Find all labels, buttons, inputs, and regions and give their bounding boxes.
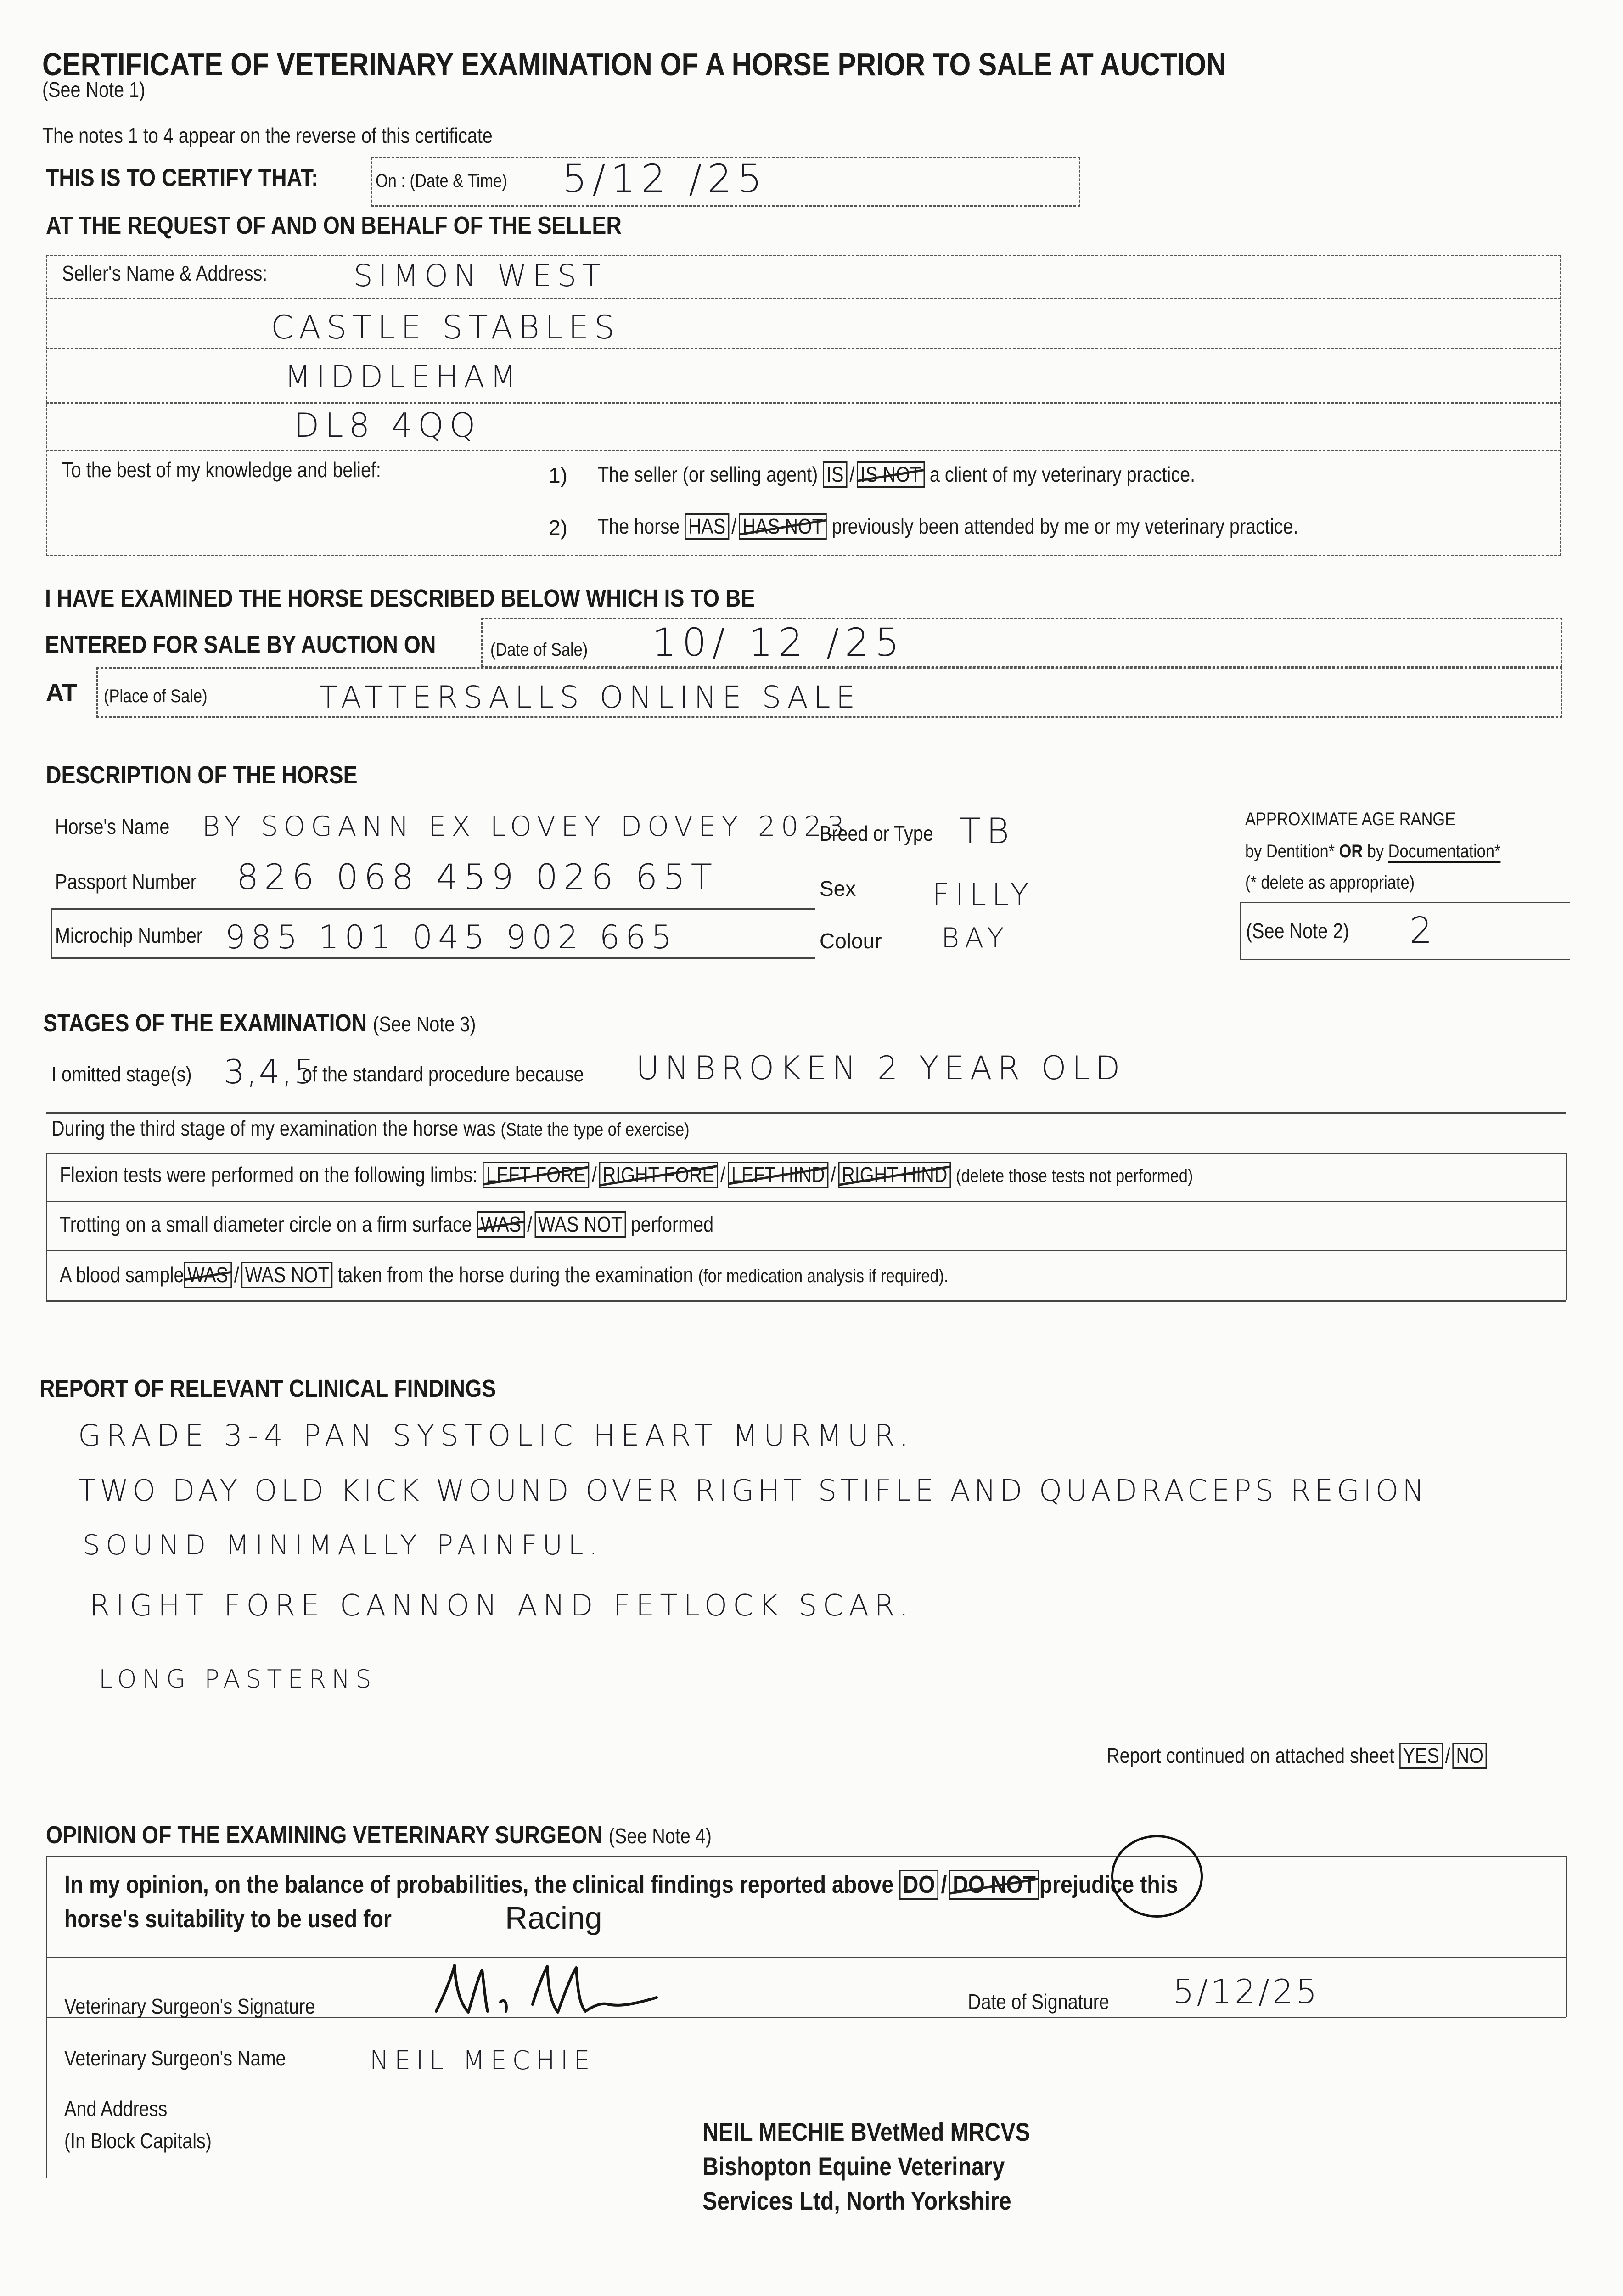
stages-heading: STAGES OF THE EXAMINATION (See Note 3)	[43, 1009, 476, 1037]
age-delete-note: (* delete as appropriate)	[1245, 872, 1415, 893]
knowledge-statement-2: The horse HAS / HAS NOT previously been attended by me or my veterinary practice.	[598, 513, 1412, 540]
notes-line: The notes 1 to 4 appear on the reverse of this certificate	[42, 124, 493, 147]
microchip-number-value: 985 101 045 902 665	[225, 918, 678, 956]
report-line-4: RIGHT FORE CANNON AND FETLOCK SCAR.	[90, 1589, 914, 1623]
signature-label: Veterinary Surgeon's Signature	[64, 1994, 315, 2018]
age-range-value: 2	[1410, 910, 1438, 951]
opinion-statement-line-1: In my opinion, on the balance of probabilities, the clinical findings reported above DO / DO NOT prejudice this	[64, 1870, 1359, 1900]
omitted-stages-value: 3,4,5	[224, 1052, 317, 1091]
age-note-2: (See Note 2)	[1246, 919, 1349, 943]
sale-place-label: (Place of Sale)	[104, 686, 208, 706]
seller-is-option[interactable]: IS	[823, 461, 847, 488]
seller-is-not-option[interactable]: IS NOT	[857, 461, 925, 488]
sale-date-label: (Date of Sale)	[490, 640, 588, 660]
vet-name-value: NEIL MECHIE	[370, 2046, 595, 2076]
seller-postcode: DL8 4QQ	[294, 406, 481, 445]
knowledge-number-1: 1)	[549, 463, 567, 487]
flexion-left-fore-option[interactable]: LEFT FORE	[483, 1162, 589, 1188]
signature-date-value: 5/12/25	[1173, 1972, 1320, 2011]
sale-date-box[interactable]	[481, 618, 1562, 667]
flexion-right-fore-option[interactable]: RIGHT FORE	[599, 1162, 718, 1188]
report-continued-no[interactable]: NO	[1453, 1743, 1487, 1769]
blood-sample-row: A blood sample WAS / WAS NOT taken from the horse during the examination (for medication analysis if required).	[60, 1262, 1093, 1288]
certify-label: THIS IS TO CERTIFY THAT:	[46, 164, 319, 191]
knowledge-label: To the best of my knowledge and belief:	[62, 458, 381, 482]
report-line-3: SOUND MINIMALLY PAINFUL.	[83, 1529, 603, 1561]
report-line-1: GRADE 3-4 PAN SYSTOLIC HEART MURMUR.	[78, 1419, 914, 1453]
seller-name-label: Seller's Name & Address:	[62, 261, 268, 285]
description-heading: DESCRIPTION OF THE HORSE	[46, 761, 358, 789]
horse-has-option[interactable]: HAS	[685, 513, 729, 540]
vet-address-caps-note: (In Block Capitals)	[64, 2129, 212, 2153]
request-heading: AT THE REQUEST OF AND ON BEHALF OF THE SELLER	[46, 212, 622, 239]
exam-date-label: On : (Date & Time)	[376, 171, 507, 191]
opinion-do-option[interactable]: DO	[899, 1870, 938, 1900]
seller-address-line-2: MIDDLEHAM	[285, 359, 522, 394]
vet-stamp-line-3: Services Ltd, North Yorkshire	[702, 2186, 1011, 2215]
vet-stamp-line-1: NEIL MECHIE BVetMed MRCVS	[702, 2117, 1030, 2146]
sex-value: FILLY	[932, 877, 1034, 912]
sale-date-value: 10/ 12 /25	[652, 620, 905, 665]
certificate-title: CERTIFICATE OF VETERINARY EXAMINATION OF A HORSE PRIOR TO SALE AT AUCTION	[42, 46, 1226, 82]
age-by-documentation-option[interactable]: Documentation*	[1388, 841, 1501, 863]
passport-number-value: 826 068 459 026 65T	[236, 856, 718, 897]
opinion-do-not-option[interactable]: DO NOT	[949, 1870, 1039, 1900]
seller-address-line-1: CASTLE STABLES	[271, 309, 620, 346]
blood-was-not-option[interactable]: WAS NOT	[241, 1262, 333, 1288]
report-continued-yes[interactable]: YES	[1399, 1743, 1443, 1769]
horse-name-value: BY SOGANN EX LOVEY DOVEY 2023	[202, 810, 850, 843]
do-option-circle-mark	[1111, 1835, 1203, 1918]
sale-place-value: TATTERSALLS ONLINE SALE	[319, 680, 861, 715]
see-note-1: (See Note 1)	[42, 78, 146, 101]
vet-signature-mark	[427, 1961, 666, 2020]
horse-has-not-option[interactable]: HAS NOT	[739, 513, 826, 540]
sale-at-label: AT	[46, 679, 77, 706]
exam-date-value: 5/12 /25	[562, 156, 768, 201]
third-stage-label: During the third stage of my examination the horse was (State the type of exercise)	[51, 1116, 690, 1140]
opinion-heading: OPINION OF THE EXAMINING VETERINARY SURGEON (See Note 4)	[46, 1821, 712, 1849]
vet-name-label: Veterinary Surgeon's Name	[64, 2046, 286, 2070]
age-by-dentition-option[interactable]: by Dentition*	[1245, 841, 1335, 861]
opinion-purpose-value: Racing	[505, 1901, 602, 1936]
examined-heading: I HAVE EXAMINED THE HORSE DESCRIBED BELOW WHICH IS TO BE	[45, 585, 755, 612]
seller-box	[46, 255, 1561, 556]
trotting-row: Trotting on a small diameter circle on a firm surface WAS / WAS NOT performed	[60, 1211, 820, 1238]
report-line-2: TWO DAY OLD KICK WOUND OVER RIGHT STIFLE AND QUADRACEPS REGION	[78, 1474, 1428, 1508]
opinion-statement-line-2: horse's suitability to be used for	[64, 1905, 392, 1933]
omitted-stages-label: I omitted stage(s)	[51, 1062, 192, 1086]
age-range-heading: APPROXIMATE AGE RANGE	[1245, 809, 1456, 829]
colour-value: BAY	[941, 922, 1010, 954]
knowledge-number-2: 2)	[549, 516, 567, 540]
report-continued-row: Report continued on attached sheet YES / NO	[1106, 1743, 1549, 1769]
colour-label: Colour	[820, 929, 882, 953]
breed-value: TB	[960, 810, 1015, 851]
seller-name-value: SIMON WEST	[354, 258, 606, 293]
sex-label: Sex	[820, 877, 856, 900]
flexion-right-hind-option[interactable]: RIGHT HIND	[838, 1162, 951, 1188]
vet-address-label: And Address	[64, 2097, 168, 2121]
report-heading: REPORT OF RELEVANT CLINICAL FINDINGS	[39, 1375, 496, 1402]
trotting-was-not-option[interactable]: WAS NOT	[534, 1211, 626, 1238]
flexion-left-hind-option[interactable]: LEFT HIND	[728, 1162, 828, 1188]
entered-for-sale-label: ENTERED FOR SALE BY AUCTION ON	[45, 631, 436, 658]
signature-date-label: Date of Signature	[968, 1990, 1109, 2014]
omitted-reason-value: UNBROKEN 2 YEAR OLD	[636, 1049, 1126, 1087]
knowledge-statement-1: The seller (or selling agent) IS / IS NOT a client of my veterinary practice.	[598, 461, 1292, 488]
report-line-5: LONG PASTERNS	[99, 1665, 377, 1694]
microchip-number-label: Microchip Number	[55, 923, 202, 947]
age-range-options: by Dentition* OR by Documentation*	[1245, 841, 1542, 862]
flexion-tests-row: Flexion tests were performed on the following limbs: LEFT FORE / RIGHT FORE / LEFT HIND / RIGHT HIND (delete those tests not performed)	[60, 1162, 1377, 1188]
omitted-because-label: of the standard procedure because	[302, 1062, 584, 1086]
vet-stamp-line-2: Bishopton Equine Veterinary	[702, 2152, 1005, 2181]
breed-label: Breed or Type	[820, 822, 933, 845]
horse-name-label: Horse's Name	[55, 815, 170, 838]
blood-was-option[interactable]: WAS	[184, 1262, 232, 1288]
trotting-was-option[interactable]: WAS	[477, 1211, 525, 1238]
passport-number-label: Passport Number	[55, 870, 197, 894]
